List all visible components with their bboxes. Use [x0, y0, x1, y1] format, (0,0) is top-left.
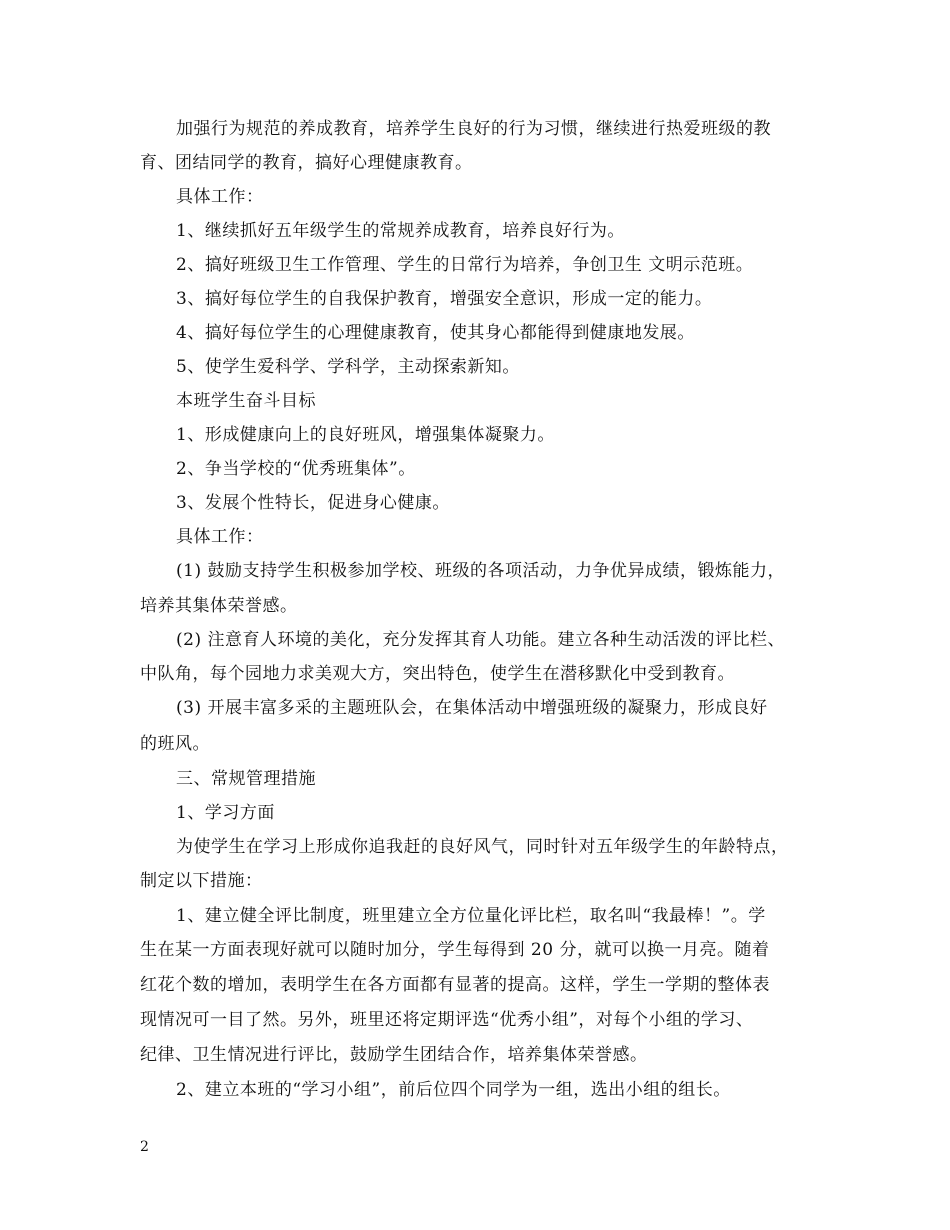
text-line: 现情况可一目了然。另外，班里还将定期评选“优秀小组”，对每个小组的学习、	[140, 1010, 754, 1030]
text-line: 纪律、卫生情况进行评比，鼓励学生团结合作，培养集体荣誉感。	[140, 1045, 648, 1065]
text-line: 1、学习方面	[176, 803, 275, 823]
text-line: 2、建立本班的“学习小组”，前后位四个同学为一组，选出小组的组长。	[176, 1080, 731, 1100]
text-line: 5、使学生爱科学、学科学，主动探索新知。	[176, 357, 520, 377]
text-line: 具体工作：	[176, 187, 264, 207]
text-line: 2、搞好班级卫生工作管理、学生的日常行为培养，争创卫生 文明示范班。	[176, 255, 754, 275]
text-line: 1、继续抓好五年级学生的常规养成教育，培养良好行为。	[176, 221, 625, 241]
text-line: (1) 鼓励支持学生积极参加学校、班级的各项活动，力争优异成绩，锻炼能力，	[176, 561, 785, 581]
text-line: 中队角，每个园地力求美观大方，突出特色，使学生在潜移默化中受到教育。	[140, 664, 735, 684]
text-line: 2、争当学校的“优秀班集体”。	[176, 459, 416, 479]
text-line: 的班风。	[140, 734, 210, 754]
text-line: 3、搞好每位学生的自我保护教育，增强安全意识，形成一定的能力。	[176, 289, 713, 309]
page-number: 2	[140, 1139, 149, 1155]
text-line: 三、常规管理措施	[176, 769, 316, 789]
text-line: 培养其集体荣誉感。	[140, 596, 298, 616]
text-line: 育、团结同学的教育，搞好心理健康教育。	[140, 153, 473, 173]
text-line: 具体工作：	[176, 527, 264, 547]
text-line: 为使学生在学习上形成你追我赶的良好风气，同时针对五年级学生的年龄特点，	[176, 837, 789, 857]
text-line: 制定以下措施：	[140, 871, 263, 891]
text-line: 1、形成健康向上的良好班风，增强集体凝聚力。	[176, 425, 555, 445]
text-line: 3、发展个性特长，促进身心健康。	[176, 493, 450, 513]
text-line: 1、建立健全评比制度，班里建立全方位量化评比栏，取名叫“我最棒！”。学	[176, 906, 766, 926]
text-line: 生在某一方面表现好就可以随时加分，学生每得到 20 分，就可以换一月亮。随着	[140, 940, 770, 960]
text-line: (3) 开展丰富多采的主题班队会，在集体活动中增强班级的凝聚力，形成良好	[176, 698, 768, 718]
text-line: 4、搞好每位学生的心理健康教育，使其身心都能得到健康地发展。	[176, 323, 695, 343]
text-line: 本班学生奋斗目标	[176, 391, 316, 411]
text-line: 红花个数的增加，表明学生在各方面都有显著的提高。这样，学生一学期的整体表	[140, 975, 770, 995]
text-line: 加强行为规范的养成教育，培养学生良好的行为习惯，继续进行热爱班级的教	[176, 119, 771, 139]
text-line: (2) 注意育人环境的美化，充分发挥其育人功能。建立各种生动活泼的评比栏、	[176, 630, 785, 650]
